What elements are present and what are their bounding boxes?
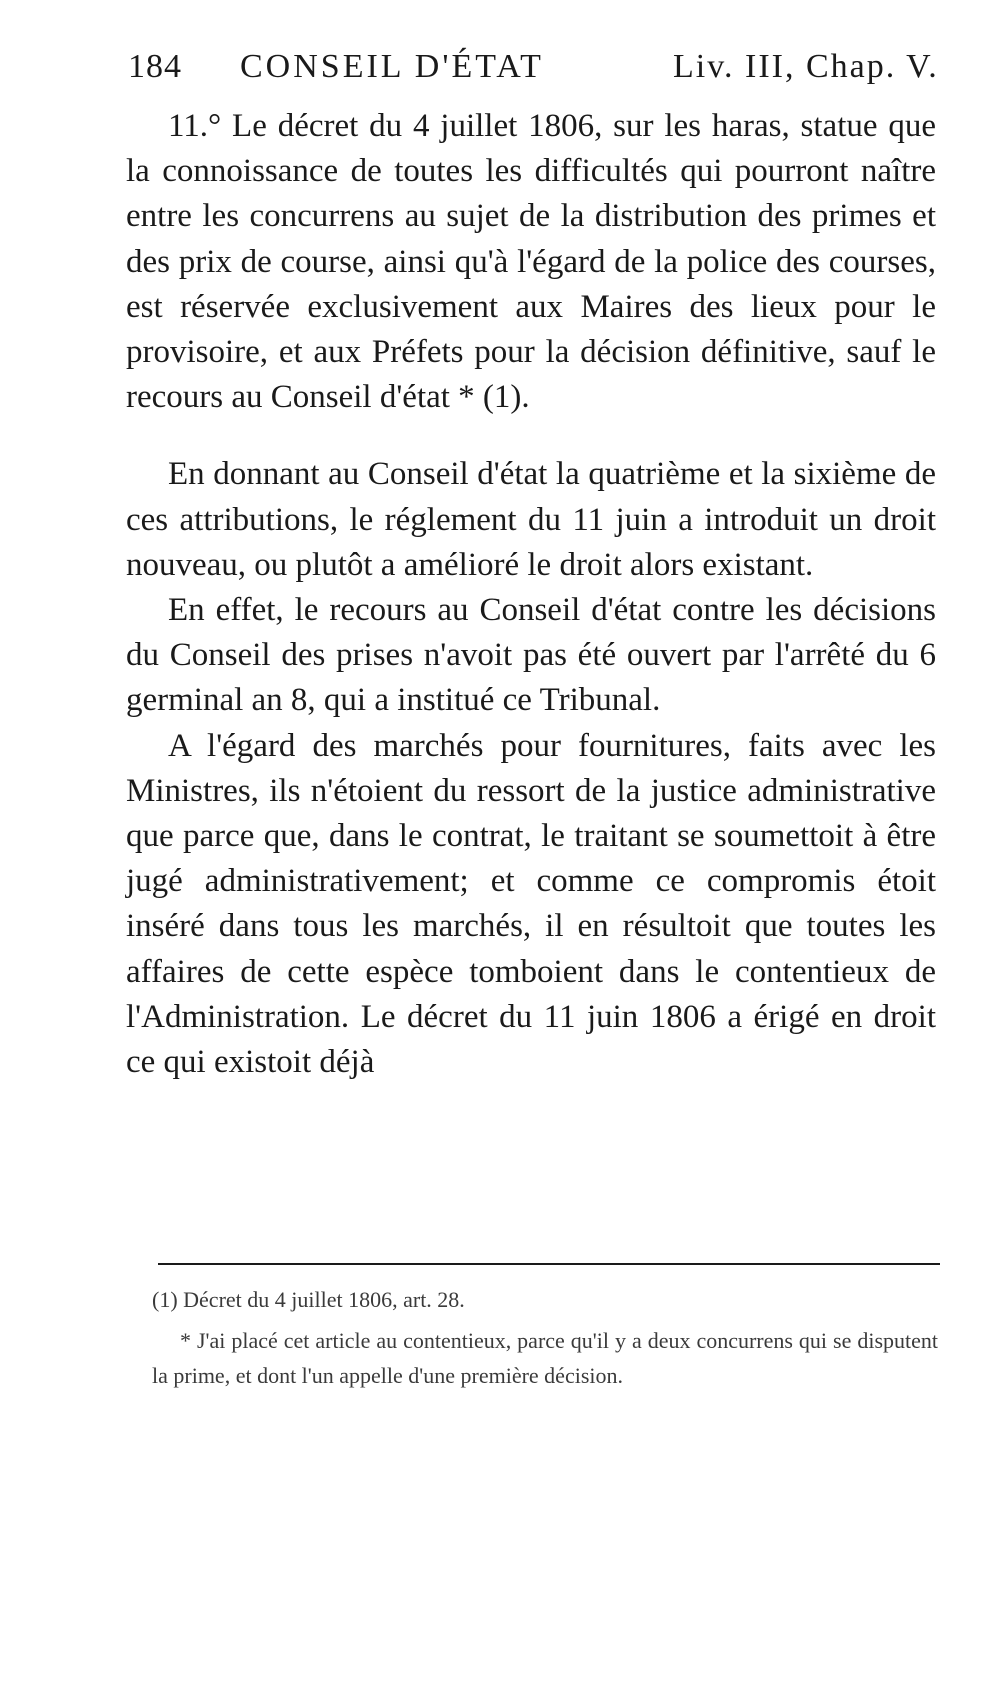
- header-chapter: Liv. III, Chap. V.: [673, 48, 939, 85]
- footnote-divider: [158, 1263, 940, 1265]
- paragraph-2: En donnant au Conseil d'état la quatrième et la sixième de ces attributions, le réglement du 11 juin a introduit un droit nouveau, ou plutôt a amélioré le droit alors existant.: [126, 456, 936, 583]
- footnotes: [152, 1282, 938, 1393]
- header-title: CONSEIL D'ÉTAT: [240, 48, 544, 85]
- paragraph-1: 11.° Le décret du 4 juillet 1806, sur les haras, statue que la connoissance de toutes les difficultés qui pourront naître entre les concurrens au sujet de la distribution des primes et des prix de course, ainsi qu'à l'égard de la police des courses, est réservée exclusivement aux Maires des lieux pour le provisoire, et aux Préfets pour la décision définitive, sauf le recours au Conseil d'état * (1).: [126, 108, 936, 416]
- page-number: 184: [128, 48, 182, 85]
- main-text: [126, 104, 936, 1085]
- footnote-1: (1) Décret du 4 juillet 1806, art. 28.: [152, 1287, 465, 1312]
- paragraph-3: En effet, le recours au Conseil d'état contre les décisions du Conseil des prises n'avoit pas été ouvert par l'arrêté du 6 germinal an 8, qui a institué ce Tribunal.: [126, 592, 936, 719]
- footnote-2: * J'ai placé cet article au contentieux, parce qu'il y a deux concurrens qui se disputent la prime, et dont l'un appelle d'une première décision.: [152, 1328, 938, 1388]
- paragraph-4: A l'égard des marchés pour fournitures, faits avec les Ministres, ils n'étoient du ressort de la justice administrative que parce que, dans le contrat, le traitant se soumettoit à être jugé administrativement; et comme ce compromis étoit inséré dans tous les marchés, il en résultoit que toutes les affaires de cette espèce tomboient dans le contentieux de l'Administration. Le décret du 11 juin 1806 a érigé en droit ce qui existoit déjà: [126, 727, 936, 1081]
